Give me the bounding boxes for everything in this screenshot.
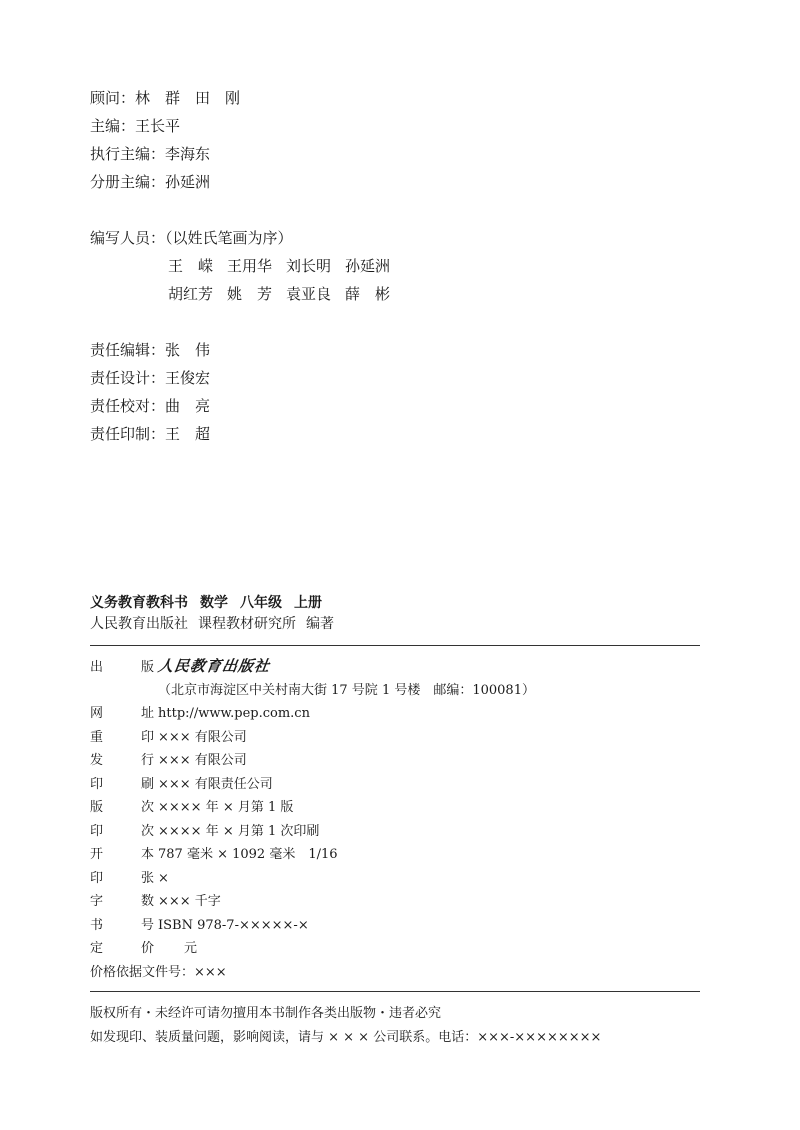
price-label: 定价 (90, 941, 154, 956)
sheets-label: 印张 (90, 870, 154, 886)
sheets-row (90, 867, 535, 891)
writer-name: 王 嵘 (168, 257, 214, 275)
copyright-notice: 版权所有・未经许可请勿擅用本书制作各类出版物・违者必究 (90, 1006, 442, 1021)
impression-label: 印次 (90, 823, 154, 839)
edition-row (90, 796, 535, 820)
volume-editor-value: 孙延洲 (165, 173, 211, 191)
printing-row (90, 773, 535, 797)
publisher-logo: 人民教育出版社 (156, 657, 272, 675)
format-row (90, 843, 535, 867)
executive-editor-value: 李海东 (165, 145, 211, 163)
author-institute: 课程教材研究所 (198, 616, 296, 632)
imprint-block (90, 655, 535, 984)
credits-block (90, 84, 404, 448)
book-volume: 上册 (294, 595, 322, 611)
edition-value: ×××× 年 × 月第 1 版 (158, 800, 294, 815)
distribution-value: ××× 有限公司 (158, 753, 247, 768)
website-label: 网址 (90, 706, 154, 721)
publisher-label: 出版 (90, 660, 154, 675)
divider-top (90, 645, 700, 646)
impression-row (90, 820, 535, 844)
divider-bottom (90, 991, 700, 992)
printing-value: ××× 有限责任公司 (158, 776, 273, 792)
responsible-design-row (90, 364, 404, 392)
writer-name: 刘长明 (286, 257, 332, 275)
printing-label: 印刷 (90, 776, 154, 792)
writers-line-2 (90, 280, 404, 308)
isbn-row (90, 914, 535, 938)
price-value: 元 (158, 941, 198, 956)
word-count-label: 字数 (90, 894, 154, 909)
writer-name: 姚 芳 (227, 285, 273, 303)
responsible-proof-label: 责任校对： (90, 397, 166, 415)
quality-contact-notice: 如发现印、装质量问题，影响阅读，请与 × × × 公司联系。电话：×××-×××××××× (90, 1030, 602, 1045)
writers-label: 编写人员：（以姓氏笔画为序） (90, 229, 293, 247)
distribution-label: 发行 (90, 753, 154, 768)
book-subject: 数学 (200, 595, 228, 611)
reprint-value: ××× 有限公司 (158, 729, 247, 745)
price-basis: 价格依据文件号：××× (90, 964, 227, 980)
writer-name: 袁亚良 (286, 285, 332, 303)
footer-block (90, 1002, 601, 1050)
distribution-row (90, 749, 535, 773)
sheets-value: × (158, 870, 169, 886)
isbn-label: 书号 (90, 917, 154, 933)
writer-name: 胡红芳 (168, 285, 214, 303)
book-grade: 八年级 (240, 595, 282, 611)
author-role: 编著 (306, 616, 334, 632)
volume-editor-row (90, 168, 404, 196)
volume-editor-label: 分册主编： (90, 173, 166, 191)
publisher-address: （北京市海淀区中关村南大街 17 号院 1 号楼 邮编：100081） (158, 682, 535, 698)
website-row (90, 702, 535, 726)
reprint-row (90, 726, 535, 750)
isbn-value: ISBN 978-7-×××××-× (158, 917, 309, 933)
responsible-editor-row (90, 336, 404, 364)
responsible-print-label: 责任印制： (90, 425, 166, 443)
book-series: 义务教育教科书 (90, 595, 188, 611)
book-title (90, 592, 334, 612)
reprint-label: 重印 (90, 729, 154, 745)
responsible-design-label: 责任设计： (90, 369, 166, 387)
responsible-proof-row (90, 392, 404, 420)
writer-name: 孙延洲 (345, 257, 391, 275)
edition-label: 版次 (90, 800, 154, 815)
book-authors (90, 613, 344, 633)
format-label: 开本 (90, 847, 154, 862)
chief-editor-label: 主编： (90, 117, 136, 135)
responsible-print-value: 王 超 (165, 425, 211, 443)
advisor-label: 顾问： (90, 89, 136, 107)
writer-name: 王用华 (227, 257, 273, 275)
responsible-proof-value: 曲 亮 (165, 397, 211, 415)
advisor-value: 林 群 田 刚 (135, 89, 241, 107)
writer-name: 薛 彬 (345, 285, 391, 303)
chief-editor-row (90, 112, 404, 140)
author-publisher: 人民教育出版社 (90, 616, 188, 632)
publisher-row (90, 655, 535, 679)
website-value: http://www.pep.com.cn (158, 706, 310, 721)
price-row (90, 937, 535, 961)
chief-editor-value: 王长平 (135, 117, 181, 135)
responsible-editor-value: 张 伟 (165, 341, 211, 359)
responsible-design-value: 王俊宏 (165, 369, 211, 387)
executive-editor-label: 执行主编： (90, 145, 166, 163)
responsible-editor-label: 责任编辑： (90, 341, 166, 359)
writers-line-1 (90, 252, 404, 280)
word-count-row (90, 890, 535, 914)
word-count-value: ××× 千字 (158, 894, 221, 909)
executive-editor-row (90, 140, 404, 168)
responsible-print-row (90, 420, 404, 448)
impression-value: ×××× 年 × 月第 1 次印刷 (158, 823, 320, 839)
advisor-row (90, 84, 404, 112)
format-value: 787 毫米 × 1092 毫米 1/16 (158, 847, 338, 862)
